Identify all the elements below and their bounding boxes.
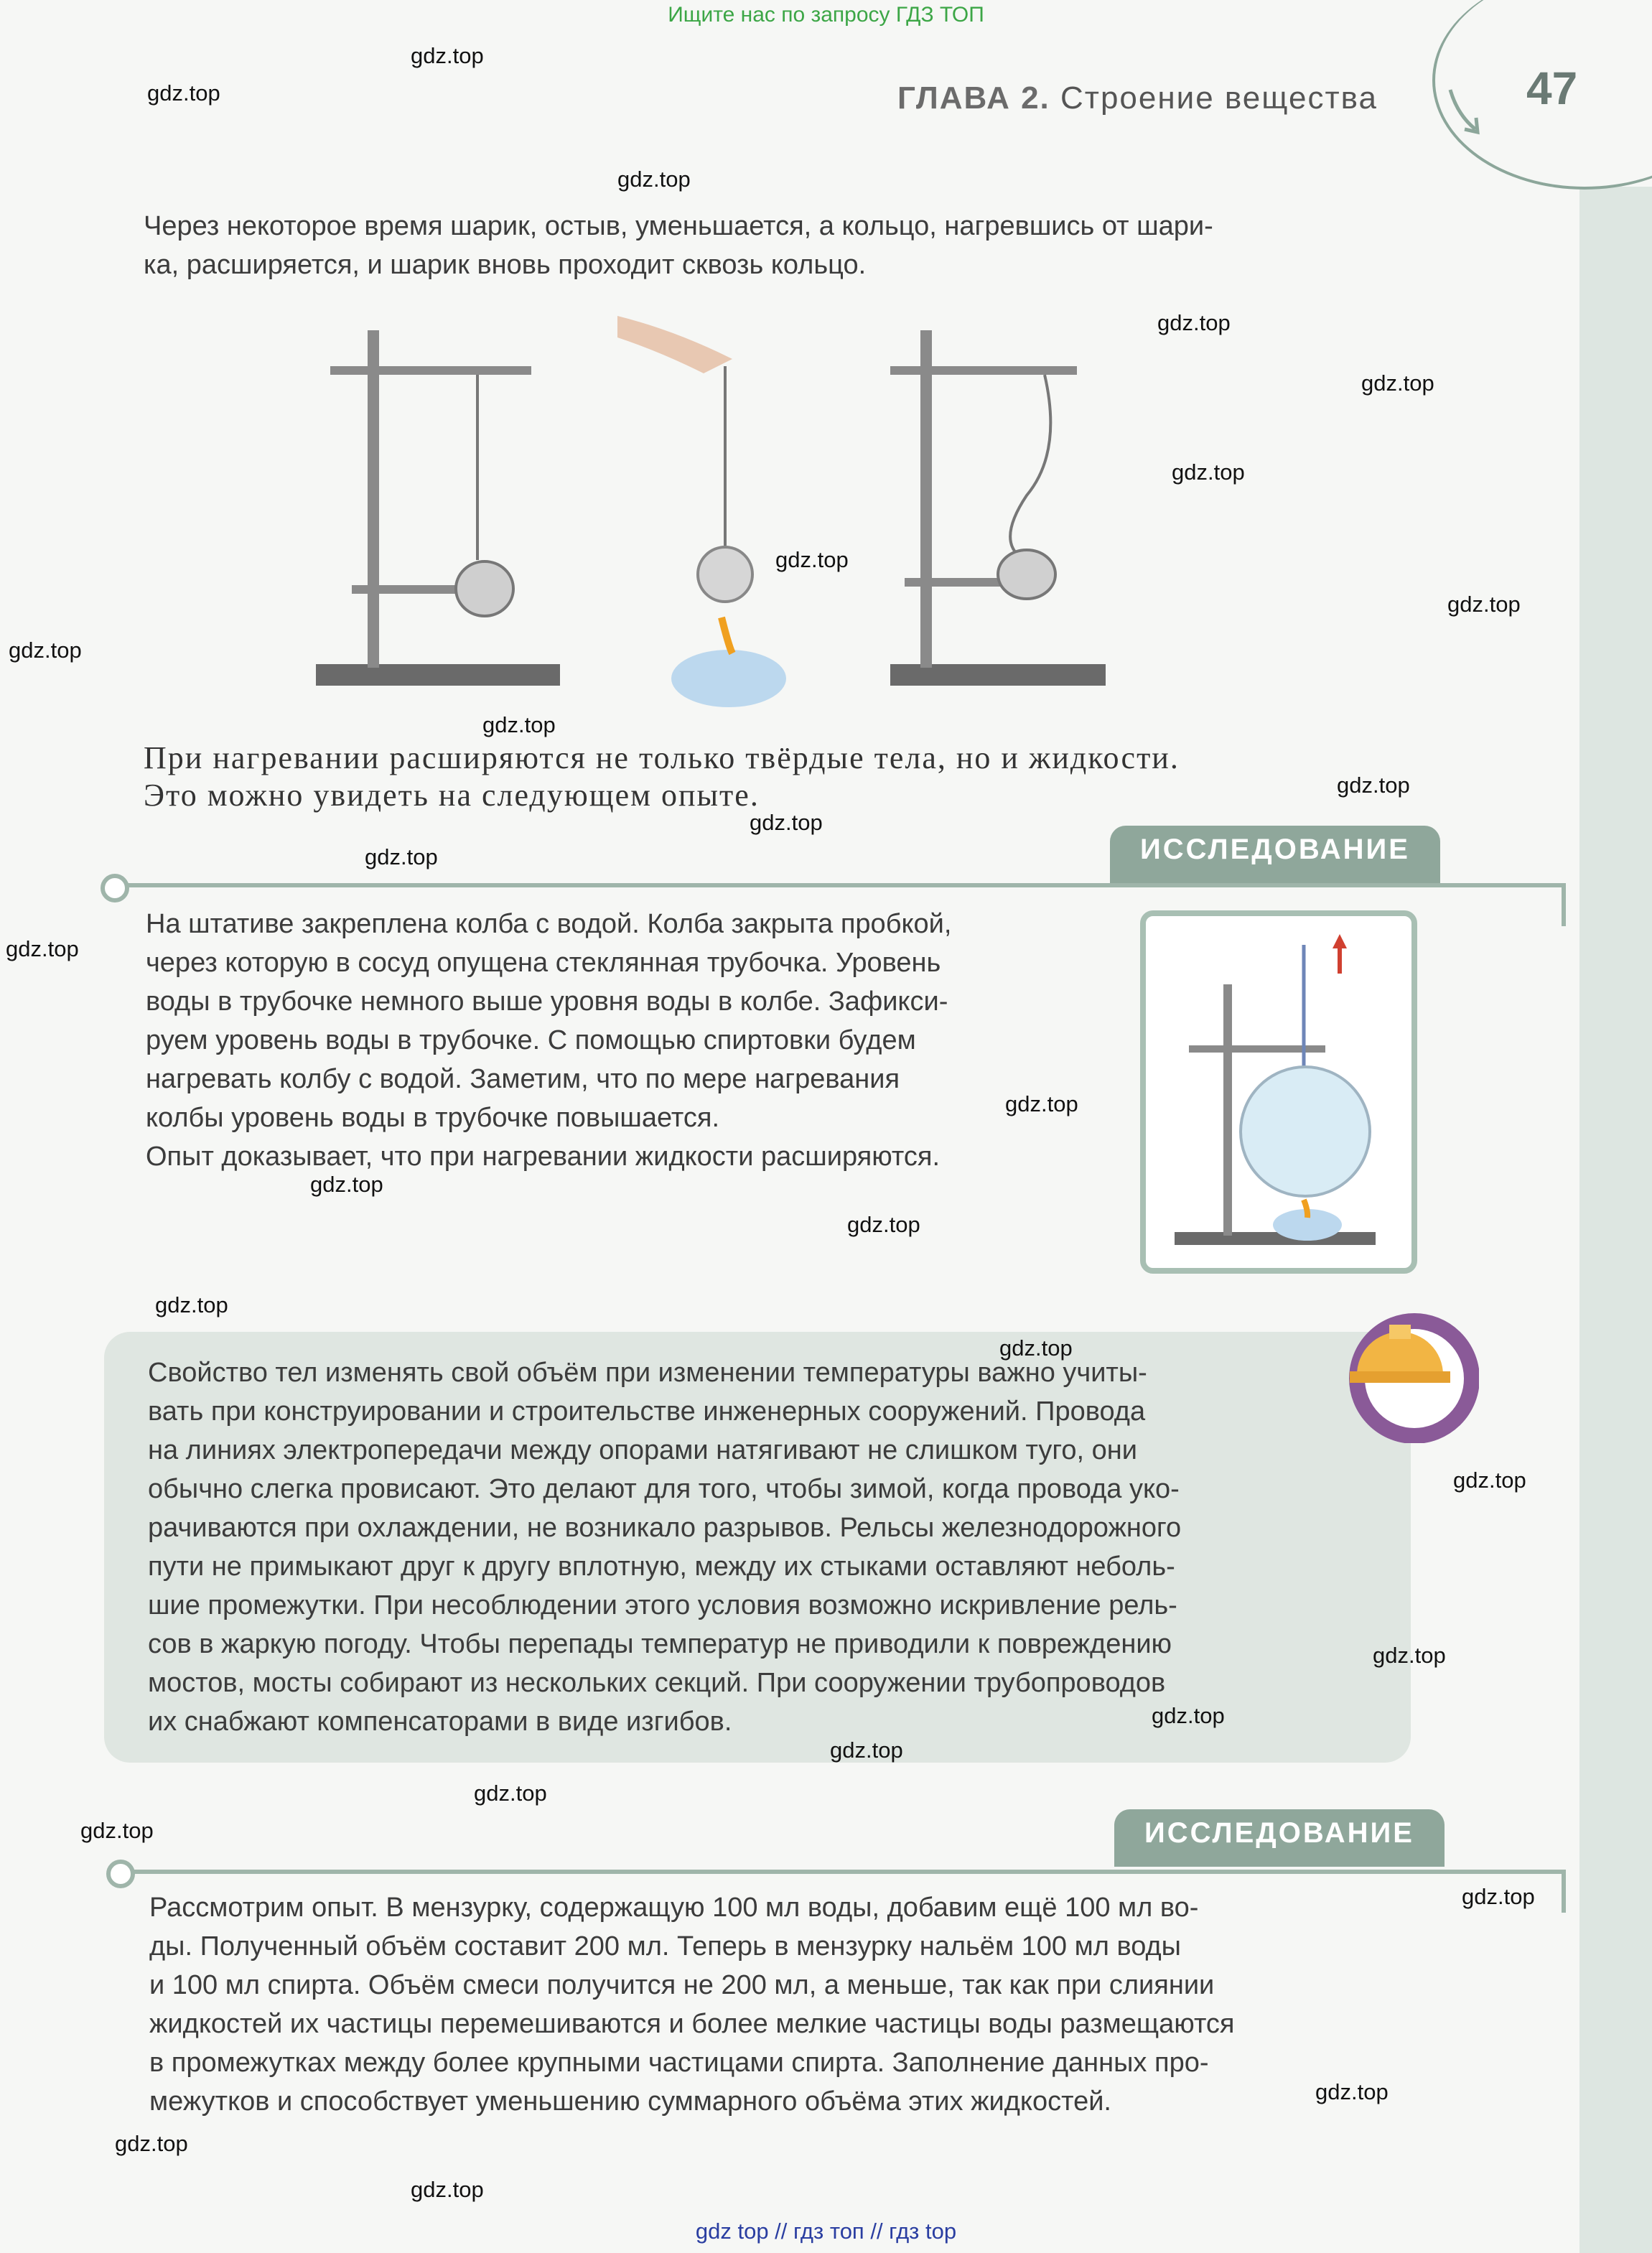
rule-dot (101, 874, 129, 902)
watermark: gdz.top (775, 547, 849, 572)
watermark: gdz.top (1172, 460, 1245, 485)
watermark: gdz.top (365, 844, 438, 869)
flask-figure (1140, 910, 1417, 1274)
watermark: gdz.top (1462, 1884, 1535, 1909)
watermark: gdz.top (474, 1781, 547, 1806)
info-box-text (148, 1353, 1368, 1741)
ball-ring-illustration (302, 309, 1206, 711)
watermark: gdz.top (750, 810, 823, 835)
watermark: gdz.top (310, 1172, 383, 1197)
liquids-intro (144, 740, 1436, 814)
text-line: Свойство тел изменять свой объём при изменении температуры важно учиты- (148, 1358, 1147, 1388)
text-line: пути не примыкают друг к другу вплотную, между их стыками оставляют неболь- (148, 1552, 1175, 1582)
text-line: и 100 мл спирта. Объём смеси получится не 200 мл, а меньше, так как при слиянии (149, 1970, 1215, 2000)
text-line: в промежутках между более крупными частицами спирта. Заполнение данных про- (149, 2048, 1209, 2078)
text-line: ка, расширяется, и шарик вновь проходит сквозь кольцо. (144, 250, 867, 280)
text-line: колбы уровень воды в трубочке повышается. (146, 1103, 720, 1133)
watermark: gdz.top (999, 1335, 1073, 1361)
rule-end (1562, 1870, 1566, 1913)
text-line: на линиях электропередачи между опорами натягивают не слишком туго, они (148, 1435, 1137, 1465)
watermark: gdz.top (155, 1292, 228, 1317)
watermark: gdz.top (1447, 592, 1521, 617)
chapter-number: ГЛАВА 2. (897, 80, 1050, 116)
text-line: При нагревании расширяются не только твёрдые тела, но и жидкости. (144, 740, 1180, 775)
text-line: На штативе закреплена колба с водой. Колба закрыта пробкой, (146, 909, 952, 939)
text-line: вать при конструировании и строительстве инженерных сооружений. Провода (148, 1396, 1146, 1427)
text-line: шие промежутки. При несоблюдении этого условия возможно искривление рель- (148, 1590, 1177, 1620)
arrow-down-icon (1443, 86, 1486, 136)
text-line: Рассмотрим опыт. В мензурку, содержащую 100 мл воды, добавим ещё 100 мл во- (149, 1893, 1199, 1923)
rule-dot (106, 1860, 135, 1888)
watermark: gdz.top (1005, 1091, 1078, 1116)
watermark: gdz.top (9, 638, 82, 663)
chapter-header (897, 80, 1378, 116)
text-line: через которую в сосуд опущена стеклянная трубочка. Уровень (146, 948, 941, 978)
text-line: обычно слегка провисают. Это делают для того, чтобы зимой, когда провода уко- (148, 1474, 1180, 1504)
right-margin-panel (1579, 187, 1652, 2253)
text-line: Это можно увидеть на следующем опыте. (144, 778, 760, 813)
text-line: их снабжают компенсаторами в виде изгибов. (148, 1707, 732, 1737)
text-line: межутков и способствует уменьшению суммарного объёма этих жидкостей. (149, 2086, 1111, 2117)
watermark: gdz.top (617, 167, 691, 192)
bottom-links[interactable]: gdz top // гдз топ // гдз top (695, 2219, 957, 2244)
watermark: gdz.top (1453, 1468, 1526, 1493)
watermark: gdz.top (847, 1212, 920, 1237)
research-1-text (146, 905, 1097, 1176)
text-line: жидкостей их частицы перемешиваются и более мелкие частицы воды размещаются (149, 2009, 1235, 2039)
text-line: нагревать колбу с водой. Заметим, что по мере нагревания (146, 1064, 900, 1094)
watermark: gdz.top (1361, 370, 1434, 396)
flask-illustration (1146, 916, 1411, 1268)
watermark: gdz.top (1152, 1703, 1225, 1728)
text-line: воды в трубочке немного выше уровня воды в колбе. Зафикси- (146, 986, 948, 1017)
watermark: gdz.top (830, 1737, 903, 1763)
rule-end (1562, 883, 1566, 926)
watermark: gdz.top (1157, 310, 1231, 335)
research-2-text (149, 1888, 1413, 2121)
text-line: мостов, мосты собирают из нескольких секций. При сооружении трубопроводов (148, 1668, 1166, 1698)
watermark: gdz.top (80, 1818, 154, 1843)
watermark: gdz.top (482, 712, 556, 737)
watermark: gdz.top (411, 2177, 484, 2202)
watermark: gdz.top (147, 80, 220, 106)
helmet-icon (1335, 1300, 1479, 1443)
text-line: ды. Полученный объём составит 200 мл. Теперь в мензурку нальём 100 мл воды (149, 1931, 1181, 1962)
research-tag: ИССЛЕДОВАНИЕ (1114, 1809, 1445, 1867)
watermark: gdz.top (1315, 2079, 1389, 2104)
paragraph-ball-ring (144, 207, 1400, 284)
watermark: gdz.top (411, 43, 484, 68)
page-number: 47 (1526, 62, 1578, 114)
text-line: Через некоторое время шарик, остыв, уменьшается, а кольцо, нагревшись от шари- (144, 211, 1213, 241)
research-tag: ИССЛЕДОВАНИЕ (1110, 826, 1440, 883)
watermark: gdz.top (1337, 773, 1410, 798)
watermark: gdz.top (6, 936, 79, 961)
watermark: gdz.top (115, 2131, 188, 2156)
text-line: руем уровень воды в трубочке. С помощью спиртовки будем (146, 1025, 916, 1055)
top-banner[interactable]: Ищите нас по запросу ГДЗ ТОП (668, 3, 984, 27)
section-rule (108, 883, 1565, 887)
watermark: gdz.top (1373, 1643, 1446, 1668)
section-rule (108, 1870, 1565, 1874)
text-line: рачиваются при охлаждении, не возникало разрывов. Рельсы железнодорожного (148, 1513, 1182, 1543)
chapter-title: Строение вещества (1060, 80, 1378, 116)
text-line: сов в жаркую погоду. Чтобы перепады температур не приводили к повреждению (148, 1629, 1172, 1659)
text-line: Опыт доказывает, что при нагревании жидкости расширяются. (146, 1142, 941, 1172)
